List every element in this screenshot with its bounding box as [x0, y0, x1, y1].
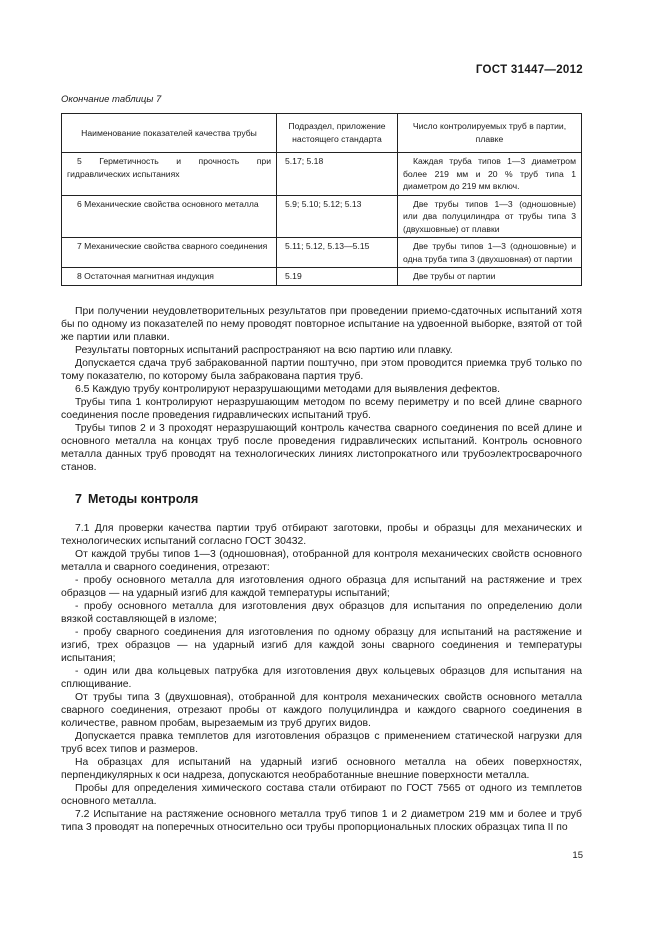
header-indicator: Наименование показателей качества трубы: [62, 114, 277, 153]
table-cell: 5.9; 5.10; 5.12; 5.13: [277, 195, 398, 238]
paragraph: 6.5 Каждую трубу контролируют неразрушающими методами для выявления дефектов.: [75, 384, 501, 395]
paragraph: Допускается сдача труб забракованной партии поштучно, при этом проводится приемка труб только по тому показателю, по которому была забракована партия труб.: [61, 358, 582, 382]
paragraph: 7.1 Для проверки качества партии труб отбирают заготовки, пробы и образцы для механических и технологических испытаний согласно ГОСТ 30432.: [61, 523, 582, 547]
table-7: [61, 113, 582, 286]
paragraph: Трубы типов 2 и 3 проходят неразрушающий контроль качества сварного соединения по всей длине и основного металла на концах труб после проведения гидравлических испытаний. Контроль основного металла данных труб проводят на технологических линиях листопрокатного или трубоэлектросварочного станов.: [61, 423, 582, 473]
standard-header: ГОСТ 31447—2012: [475, 64, 583, 76]
paragraphs-block-a: [61, 305, 582, 474]
table-row: [62, 268, 582, 286]
paragraph: Результаты повторных испытаний распространяют на всю партию или плавку.: [75, 345, 453, 356]
section-heading: [75, 492, 198, 506]
paragraphs-block-b: [61, 522, 582, 834]
paragraph: На образцах для испытаний на ударный изгиб основного металла на обеих поверхностях, перпендикулярных к оси надреза, допускаются необработанные внешние поверхности металла.: [61, 757, 582, 781]
section-title: Методы контроля: [87, 492, 199, 506]
table-caption: Окончание таблицы 7: [61, 94, 162, 105]
list-item: - один или два кольцевых патрубка для изготовления двух кольцевых образцов для испытания на сплющивание.: [61, 666, 582, 690]
page-number: 15: [572, 850, 583, 861]
header-subsection: Подраздел, приложение настоящего стандарта: [277, 114, 398, 153]
table-cell: 5.11; 5.12, 5.13—5.15: [277, 238, 398, 268]
table-cell: Две трубы типов 1—3 (одношовные) и одна труба типа 3 (двухшовная) от партии: [398, 238, 582, 268]
paragraph: Пробы для определения химического состава стали отбирают по ГОСТ 7565 от одного из темплетов основного металла.: [61, 783, 582, 807]
table-row: [62, 153, 582, 196]
table-row: [62, 238, 582, 268]
table-header-row: [62, 114, 582, 153]
header-count: Число контролируемых труб в партии, плавке: [398, 114, 582, 153]
paragraph: Трубы типа 1 контролируют неразрушающим методом по всему периметру и по всей длине сварного соединения после проведения гидравлических испытаний труб.: [61, 397, 582, 421]
list-item: - пробу основного металла для изготовления одного образца для испытаний на растяжение и трех образцов — на ударный изгиб для каждой температуры испытаний;: [61, 575, 582, 599]
list-item: - пробу сварного соединения для изготовления по одному образцу для испытаний на растяжение и изгиб, трех образцов — на ударный изгиб для каждой зоны сварного соединения и температуры испытания;: [61, 627, 582, 664]
table-cell: Две трубы типов 1—3 (одношовные) или два полуцилиндра от трубы типа 3 (двухшовные) от плавки: [398, 195, 582, 238]
paragraph: От каждой трубы типов 1—3 (одношовная), отобранной для контроля механических свойств основного металла и сварного соединения, отрезают:: [61, 549, 582, 573]
table-cell: Каждая труба типов 1—3 диаметром более 219 мм и 20 % труб типа 1 диаметром до 219 мм включ.: [398, 153, 582, 196]
section-number: 7: [75, 492, 82, 506]
paragraph: При получении неудовлетворительных результатов при проведении приемо-сдаточных испытаний хотя бы по одному из показателей по нему проводят повторное испытание на удвоенной выборке, взятой от той же партии или плавки.: [61, 306, 582, 343]
paragraph: 7.2 Испытание на растяжение основного металла труб типов 1 и 2 диаметром 219 мм и более и труб типа 3 проводят на поперечных относительно оси трубы пропорциональных плоских образцах типа II по: [61, 809, 582, 833]
table-cell: 6 Механические свойства основного металла: [62, 195, 277, 238]
table-cell: 5 Герметичность и прочность при гидравлических испытаниях: [62, 153, 277, 196]
table-row: [62, 195, 582, 238]
table-cell: Две трубы от партии: [398, 268, 582, 286]
list-item: - пробу основного металла для изготовления двух образцов для испытания по определению доли вязкой составляющей в изломе;: [61, 601, 582, 625]
table-cell: 5.19: [277, 268, 398, 286]
table-cell: 5.17; 5.18: [277, 153, 398, 196]
table-cell: 7 Механические свойства сварного соединения: [62, 238, 277, 268]
table-cell: 8 Остаточная магнитная индукция: [62, 268, 277, 286]
paragraph: Допускается правка темплетов для изготовления образцов с применением статической нагрузки для труб всех типов и размеров.: [61, 731, 582, 755]
paragraph: От трубы типа 3 (двухшовная), отобранной для контроля механических свойств основного металла сварного соединения, отрезают пробы от каждого полуцилиндра и каждого сварного соединения в количестве, равном пробам, вырезаемым из труб других видов.: [61, 692, 582, 729]
